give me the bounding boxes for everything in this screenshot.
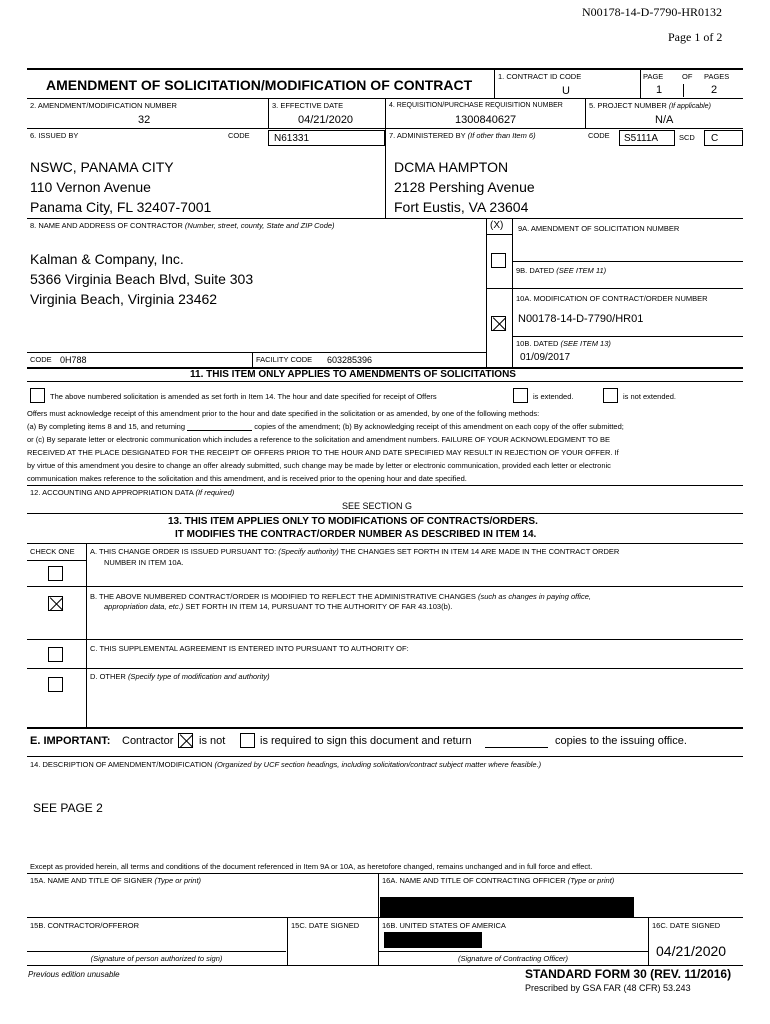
- issued-code: N61331: [274, 133, 310, 144]
- item-15a-label: 15A. NAME AND TITLE OF SIGNER (Type or print): [30, 876, 202, 885]
- admin-code-label: CODE: [588, 131, 610, 140]
- scd-label: SCD: [679, 133, 695, 142]
- item-13d-label: D. OTHER (Specify type of modification and authority): [90, 672, 270, 681]
- is-not-label: is not: [199, 735, 226, 747]
- item-12-label: 12. ACCOUNTING AND APPROPRIATION DATA (If required): [30, 488, 235, 497]
- item-16a-label: 16A. NAME AND TITLE OF CONTRACTING OFFICER (Type or print): [382, 876, 615, 885]
- x-column-label: (X): [490, 220, 504, 231]
- item-11-line7: communication makes reference to the solicitation and this amendment, and is received prior to the opening hour and date specified.: [27, 474, 467, 483]
- issued-by-address: NSWC, PANAMA CITY 110 Vernon Avenue Panama City, FL 32407-7001: [30, 159, 212, 215]
- form-title: AMENDMENT OF SOLICITATION/MODIFICATION OF CONTRACT: [46, 77, 473, 93]
- is-not-checkbox[interactable]: [178, 733, 193, 748]
- item-11-line1: The above numbered solicitation is amended as set forth in Item 14. The hour and date specified for receipt of Offers: [50, 392, 437, 401]
- page-label: PAGE: [643, 72, 664, 81]
- item-14-value: SEE PAGE 2: [33, 801, 103, 815]
- item-11-line2: Offers must acknowledge receipt of this amendment prior to the hour and date specified in the solicitation or as amended, by one of the following methods:: [27, 409, 540, 418]
- check-one-label: CHECK ONE: [30, 547, 75, 556]
- admin-code-box: [619, 130, 675, 146]
- extended-label: is extended.: [533, 392, 574, 401]
- is-required-checkbox[interactable]: [240, 733, 255, 748]
- redaction-16b: [384, 932, 482, 948]
- item-11-title: 11. THIS ITEM ONLY APPLIES TO AMENDMENTS OF SOLICITATIONS: [190, 369, 516, 380]
- extended-checkbox[interactable]: [513, 388, 528, 403]
- contract-id-code: U: [562, 85, 570, 97]
- issued-by-label: 6. ISSUED BY: [30, 131, 79, 140]
- item-10b-value: 01/09/2017: [520, 352, 571, 363]
- item-13c-label: C. THIS SUPPLEMENTAL AGREEMENT IS ENTERED INTO PURSUANT TO AUTHORITY OF:: [90, 644, 409, 653]
- is-required-label: is required to sign this document and return: [260, 735, 472, 747]
- contract-id-code-label: 1. CONTRACT ID CODE: [498, 72, 582, 81]
- except-text: Except as provided herein, all terms and conditions of the document referenced in Item 9A or 10A, as heretofore changed, remains unchanged and in full force and effect.: [30, 862, 593, 871]
- issued-code-label: CODE: [228, 131, 250, 140]
- page-number: 1: [656, 84, 663, 96]
- item-11-checkbox[interactable]: [30, 388, 45, 403]
- item-10-checkbox[interactable]: [491, 316, 506, 331]
- item-11-line6: by virtue of this amendment you desire to change an offer already submitted, such change may be made by letter or electronic communication, provided each letter or electronic: [27, 461, 611, 470]
- facility-code: 603285396: [327, 355, 373, 365]
- admin-code: S5111A: [624, 133, 659, 144]
- contractor-address: Kalman & Company, Inc. 5366 Virginia Beach Blvd, Suite 303 Virginia Beach, Virginia 23462: [30, 251, 254, 307]
- project-number-label: 5. PROJECT NUMBER (If applicable): [589, 101, 711, 110]
- item-9b-label: 9B. DATED (SEE ITEM 11): [516, 266, 607, 275]
- item-14-label: 14. DESCRIPTION OF AMENDMENT/MODIFICATION (Organized by UCF section headings, including solicitation/contract subject matter where feasible.): [30, 760, 542, 769]
- effective-date: 04/21/2020: [298, 114, 354, 126]
- item-9a-label: 9A. AMENDMENT OF SOLICITATION NUMBER: [518, 224, 680, 233]
- item-13a-checkbox[interactable]: [48, 566, 63, 581]
- item-16c-value: 04/21/2020: [656, 943, 727, 959]
- item-11-line4: or (c) By separate letter or electronic communication which includes a reference to the solicitation and amendment numbers. FAILURE OF YOUR ACKNOWLEDGMENT TO BE: [27, 435, 611, 444]
- page-indicator: Page 1 of 2: [668, 30, 723, 44]
- item-13d-checkbox[interactable]: [48, 677, 63, 692]
- contractor-label: 8. NAME AND ADDRESS OF CONTRACTOR (Number, street, county, State and ZIP Code): [30, 221, 335, 230]
- important-contractor: Contractor: [122, 735, 174, 747]
- important-label: E. IMPORTANT:: [30, 735, 111, 747]
- issued-code-box: [268, 130, 385, 146]
- item-16b-label: 16B. UNITED STATES OF AMERICA: [382, 921, 506, 930]
- item-13b-line2: appropriation data, etc.) SET FORTH IN ITEM 14, PURSUANT TO THE AUTHORITY OF FAR 43.103(b).: [104, 602, 453, 611]
- of-label: OF: [682, 72, 693, 81]
- administered-by-label: 7. ADMINISTERED BY (If other than Item 6): [389, 131, 536, 140]
- document-number: N00178-14-D-7790-HR0132: [582, 5, 722, 19]
- prescribed-by: Prescribed by GSA FAR (48 CFR) 53.243: [525, 983, 691, 993]
- redaction-16a: [380, 897, 634, 918]
- item-13a-line2: NUMBER IN ITEM 10A.: [104, 558, 184, 567]
- contractor-code: 0H788: [60, 355, 87, 365]
- total-pages: 2: [711, 84, 718, 96]
- not-extended-label: is not extended.: [623, 392, 676, 401]
- item-9-checkbox[interactable]: [491, 253, 506, 268]
- signature-person-caption: (Signature of person authorized to sign): [90, 954, 223, 963]
- item-11-line5: RECEIVED AT THE PLACE DESIGNATED FOR THE RECEIPT OF OFFERS PRIOR TO THE HOUR AND DATE SPECIFIED MAY RESULT IN REJECTION OF YOUR OFFER. If: [27, 448, 619, 457]
- amendment-number-label: 2. AMENDMENT/MODIFICATION NUMBER: [30, 101, 177, 110]
- project-number: N/A: [655, 114, 674, 126]
- item-10a-label: 10A. MODIFICATION OF CONTRACT/ORDER NUMBER: [516, 294, 708, 303]
- previous-edition-note: Previous edition unusable: [28, 970, 120, 979]
- item-11-line3: (a) By completing items 8 and 15, and returning copies of the amendment; (b) By acknowledging receipt of this amendment on each copy of the offer submitted;: [27, 422, 624, 431]
- item-13b-checkbox[interactable]: [48, 596, 63, 611]
- scd-box: [704, 130, 743, 146]
- item-15c-label: 15C. DATE SIGNED: [291, 921, 360, 930]
- copies-label: copies to the issuing office.: [555, 735, 687, 747]
- facility-code-label: FACILITY CODE: [256, 355, 313, 364]
- item-15b-label: 15B. CONTRACTOR/OFFEROR: [30, 921, 140, 930]
- amendment-number: 32: [138, 114, 151, 126]
- item-13-title-2: IT MODIFIES THE CONTRACT/ORDER NUMBER AS DESCRIBED IN ITEM 14.: [175, 529, 537, 540]
- pages-label: PAGES: [704, 72, 730, 81]
- item-10b-label: 10B. DATED (SEE ITEM 13): [516, 339, 611, 348]
- effective-date-label: 3. EFFECTIVE DATE: [272, 101, 344, 110]
- item-16c-label: 16C. DATE SIGNED: [652, 921, 721, 930]
- requisition-label: 4. REQUISITION/PURCHASE REQUISITION NUMBER: [389, 102, 563, 109]
- item-13c-checkbox[interactable]: [48, 647, 63, 662]
- item-10a-value: N00178-14-D-7790/HR01: [518, 313, 644, 325]
- standard-form-title: STANDARD FORM 30 (REV. 11/2016): [525, 967, 732, 981]
- signature-officer-caption: (Signature of Contracting Officer): [457, 954, 569, 963]
- item-13-title-1: 13. THIS ITEM APPLIES ONLY TO MODIFICATIONS OF CONTRACTS/ORDERS.: [168, 516, 538, 527]
- item-12-value: SEE SECTION G: [342, 501, 413, 511]
- scd-value: C: [711, 133, 719, 144]
- not-extended-checkbox[interactable]: [603, 388, 618, 403]
- administered-by-address: DCMA HAMPTON 2128 Pershing Avenue Fort Eustis, VA 23604: [394, 159, 535, 215]
- item-13b-line1: B. THE ABOVE NUMBERED CONTRACT/ORDER IS MODIFIED TO REFLECT THE ADMINISTRATIVE CHANGES (such as changes in paying office,: [90, 592, 591, 601]
- requisition-number: 1300840627: [455, 114, 517, 126]
- contractor-code-label: CODE: [30, 355, 52, 364]
- item-13a-line1: A. THIS CHANGE ORDER IS ISSUED PURSUANT TO: (Specify authority) THE CHANGES SET FORTH IN ITEM 14 ARE MADE IN THE CONTRACT ORDER: [90, 547, 620, 556]
